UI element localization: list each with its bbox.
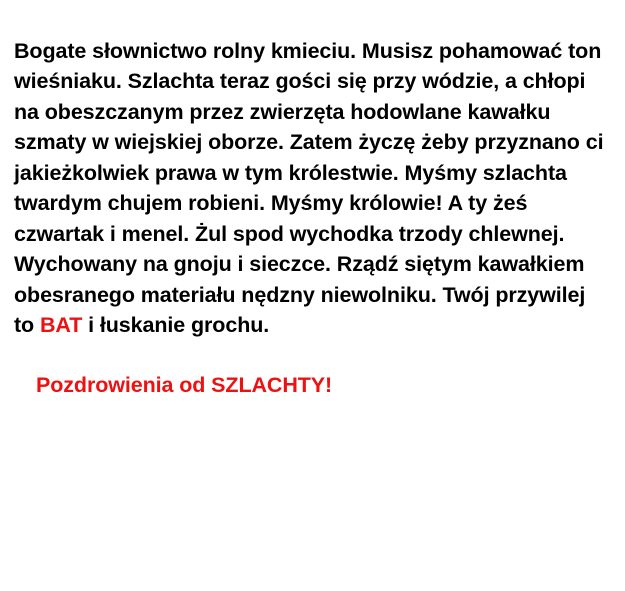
paragraph-text-after-highlight: i łuskanie grochu. xyxy=(82,313,270,337)
signature-line: Pozdrowienia od SZLACHTY! xyxy=(36,372,333,397)
highlighted-word-bat: BAT xyxy=(39,313,83,337)
paragraph-text-before-highlight: Bogate słownictwo rolny kmieciu. Musisz pohamować ton wieśniaku. Szlachta teraz gości się przy wódzie, a chłopi na obeszczanym przez zwierzęta hodowlane kawałku szmaty w wiejskiej oborze. Zatem życzę żeby przyznano ci jakieżkolwiek prawa w tym królestwie. Myśmy szlachta twardym chujem robieni. Myśmy królowie! A ty żeś czwartak i menel. Żul spod wychodka trzody chlewnej. Wychowany na gnoju i sieczce. Rządź siętym kawałkiem obesranego materiału nędzny niewolniku. Twój przywilej to xyxy=(14,38,604,337)
main-paragraph xyxy=(14,36,611,341)
